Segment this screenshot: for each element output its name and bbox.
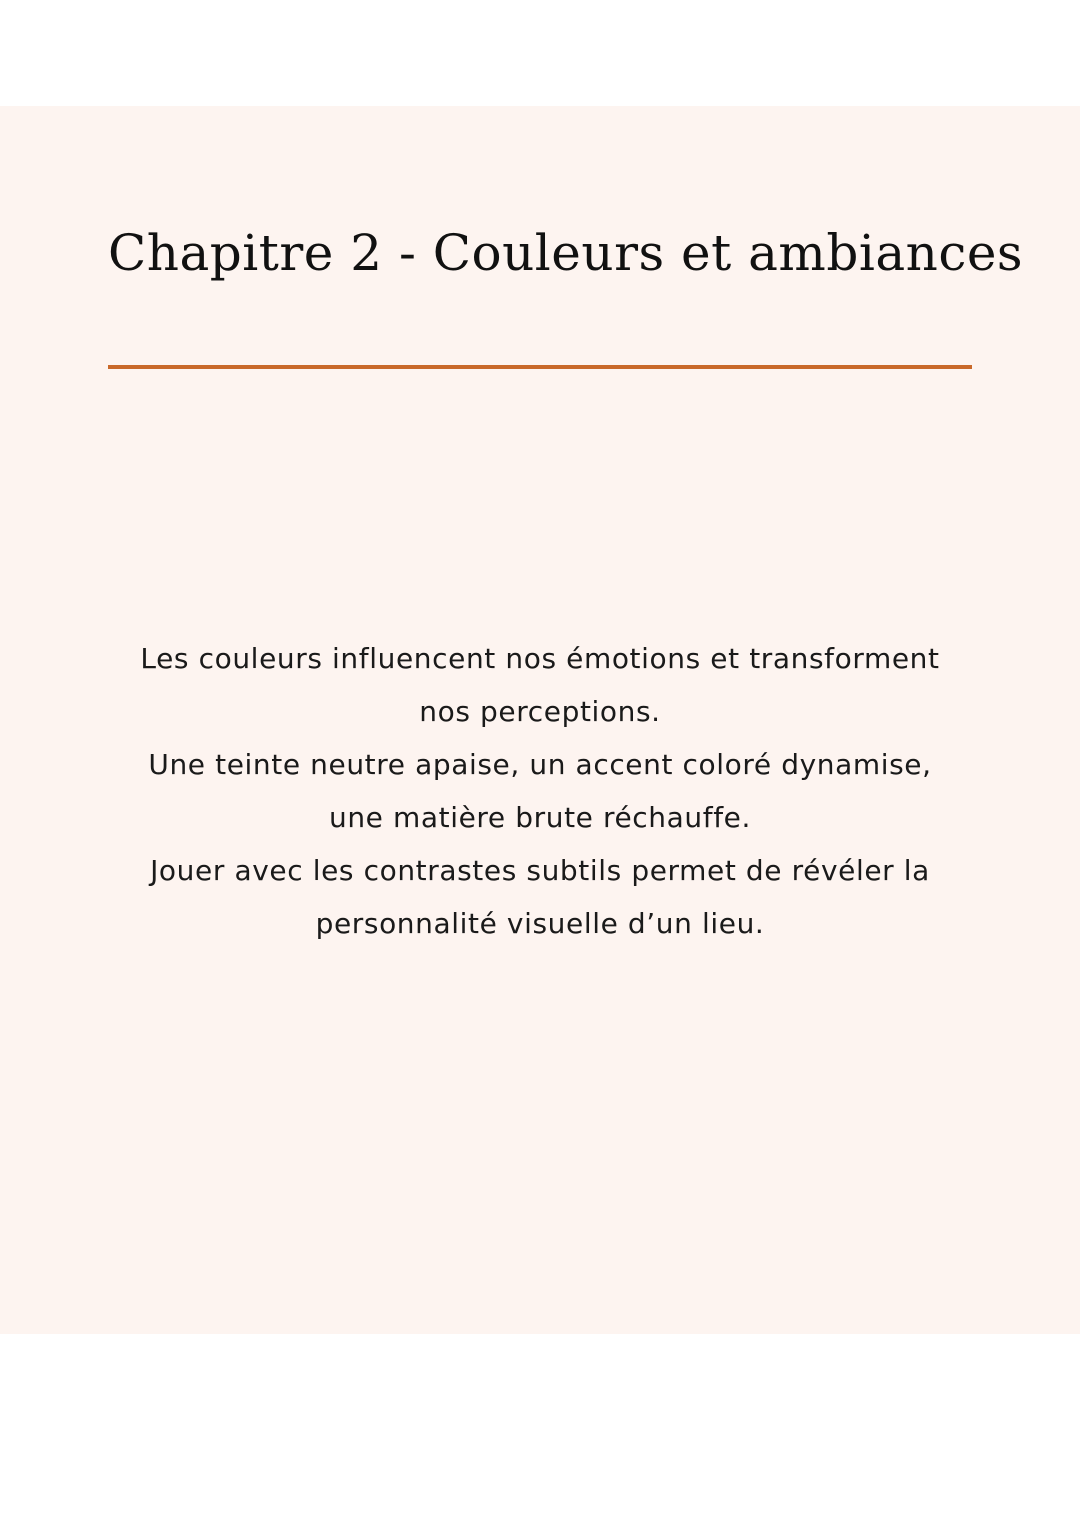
chapter-title: Chapitre 2 - Couleurs et ambiances	[108, 224, 1024, 282]
title-divider	[108, 365, 972, 369]
body-line: Les couleurs influencent nos émotions et transforment	[140, 642, 940, 675]
body-line: nos perceptions.	[419, 695, 661, 728]
body-line: Jouer avec les contrastes subtils permet de révéler la	[150, 854, 930, 887]
body-paragraph	[90, 632, 990, 950]
body-line: personnalité visuelle d’un lieu.	[315, 907, 765, 940]
body-line: Une teinte neutre apaise, un accent coloré dynamise,	[148, 748, 932, 781]
body-line: une matière brute réchauffe.	[328, 801, 751, 834]
